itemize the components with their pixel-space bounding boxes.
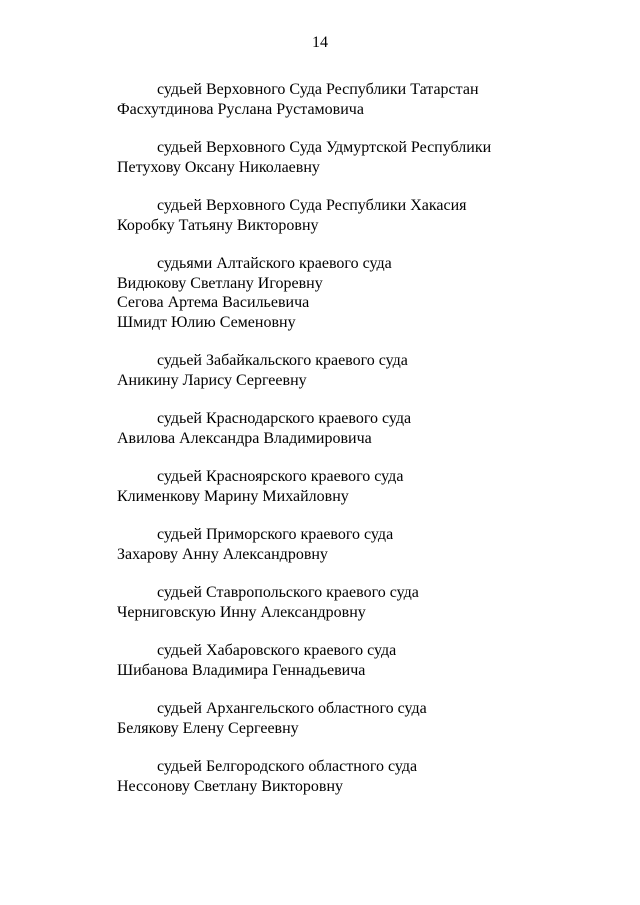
court-line: судьей Архангельского областного суда (157, 700, 427, 717)
appointment-entry (117, 351, 517, 390)
person-name: Петухову Оксану Николаевну (117, 158, 320, 176)
appointment-entry (117, 641, 517, 680)
person-name: Захарову Анну Александровну (117, 545, 328, 563)
court-line: судьями Алтайского краевого суда (157, 255, 392, 272)
appointment-entry (117, 467, 517, 506)
page-number: 14 (312, 34, 328, 51)
appointment-entry (117, 583, 517, 622)
person-name: Черниговскую Инну Александровну (117, 603, 366, 621)
appointment-entry (117, 757, 517, 796)
court-line: судьей Красноярского краевого суда (157, 468, 404, 485)
appointment-entry (117, 138, 517, 177)
person-name: Клименкову Марину Михайловну (117, 487, 349, 505)
appointment-entry (117, 254, 517, 332)
person-name: Сегова Артема Васильевича (117, 294, 310, 311)
appointment-entry (117, 699, 517, 738)
person-name: Шибанова Владимира Геннадьевича (117, 661, 366, 679)
appointment-entry (117, 409, 517, 448)
court-line: судьей Краснодарского краевого суда (157, 410, 412, 427)
court-line: судьей Хабаровского краевого суда (157, 642, 397, 659)
court-line: судьей Верховного Суда Республики Хакасия (157, 197, 467, 214)
person-name: Коробку Татьяну Викторовну (117, 216, 319, 234)
appointment-entry (117, 196, 517, 235)
court-line: судьей Белгородского областного суда (157, 758, 418, 775)
court-line: судьей Приморского краевого суда (157, 526, 394, 543)
person-name: Аникину Ларису Сергеевну (117, 371, 307, 389)
appointment-entry (117, 525, 517, 564)
person-name: Белякову Елену Сергеевну (117, 719, 299, 737)
court-line: судьей Ставропольского краевого суда (157, 584, 419, 601)
court-line: судьей Верховного Суда Республики Татарстан (157, 81, 479, 98)
person-name: Шмидт Юлию Семеновну (117, 313, 296, 331)
court-line: судьей Забайкальского краевого суда (157, 352, 408, 369)
person-name: Видюкову Светлану Игоревну (117, 274, 323, 292)
person-name: Авилова Александра Владимировича (117, 429, 372, 447)
appointment-entry (117, 80, 517, 119)
appointment-list (117, 80, 517, 815)
person-name: Нессонову Светлану Викторовну (117, 777, 343, 795)
court-line: судьей Верховного Суда Удмуртской Республики (157, 139, 492, 156)
person-name: Фасхутдинова Руслана Рустамовича (117, 100, 364, 118)
